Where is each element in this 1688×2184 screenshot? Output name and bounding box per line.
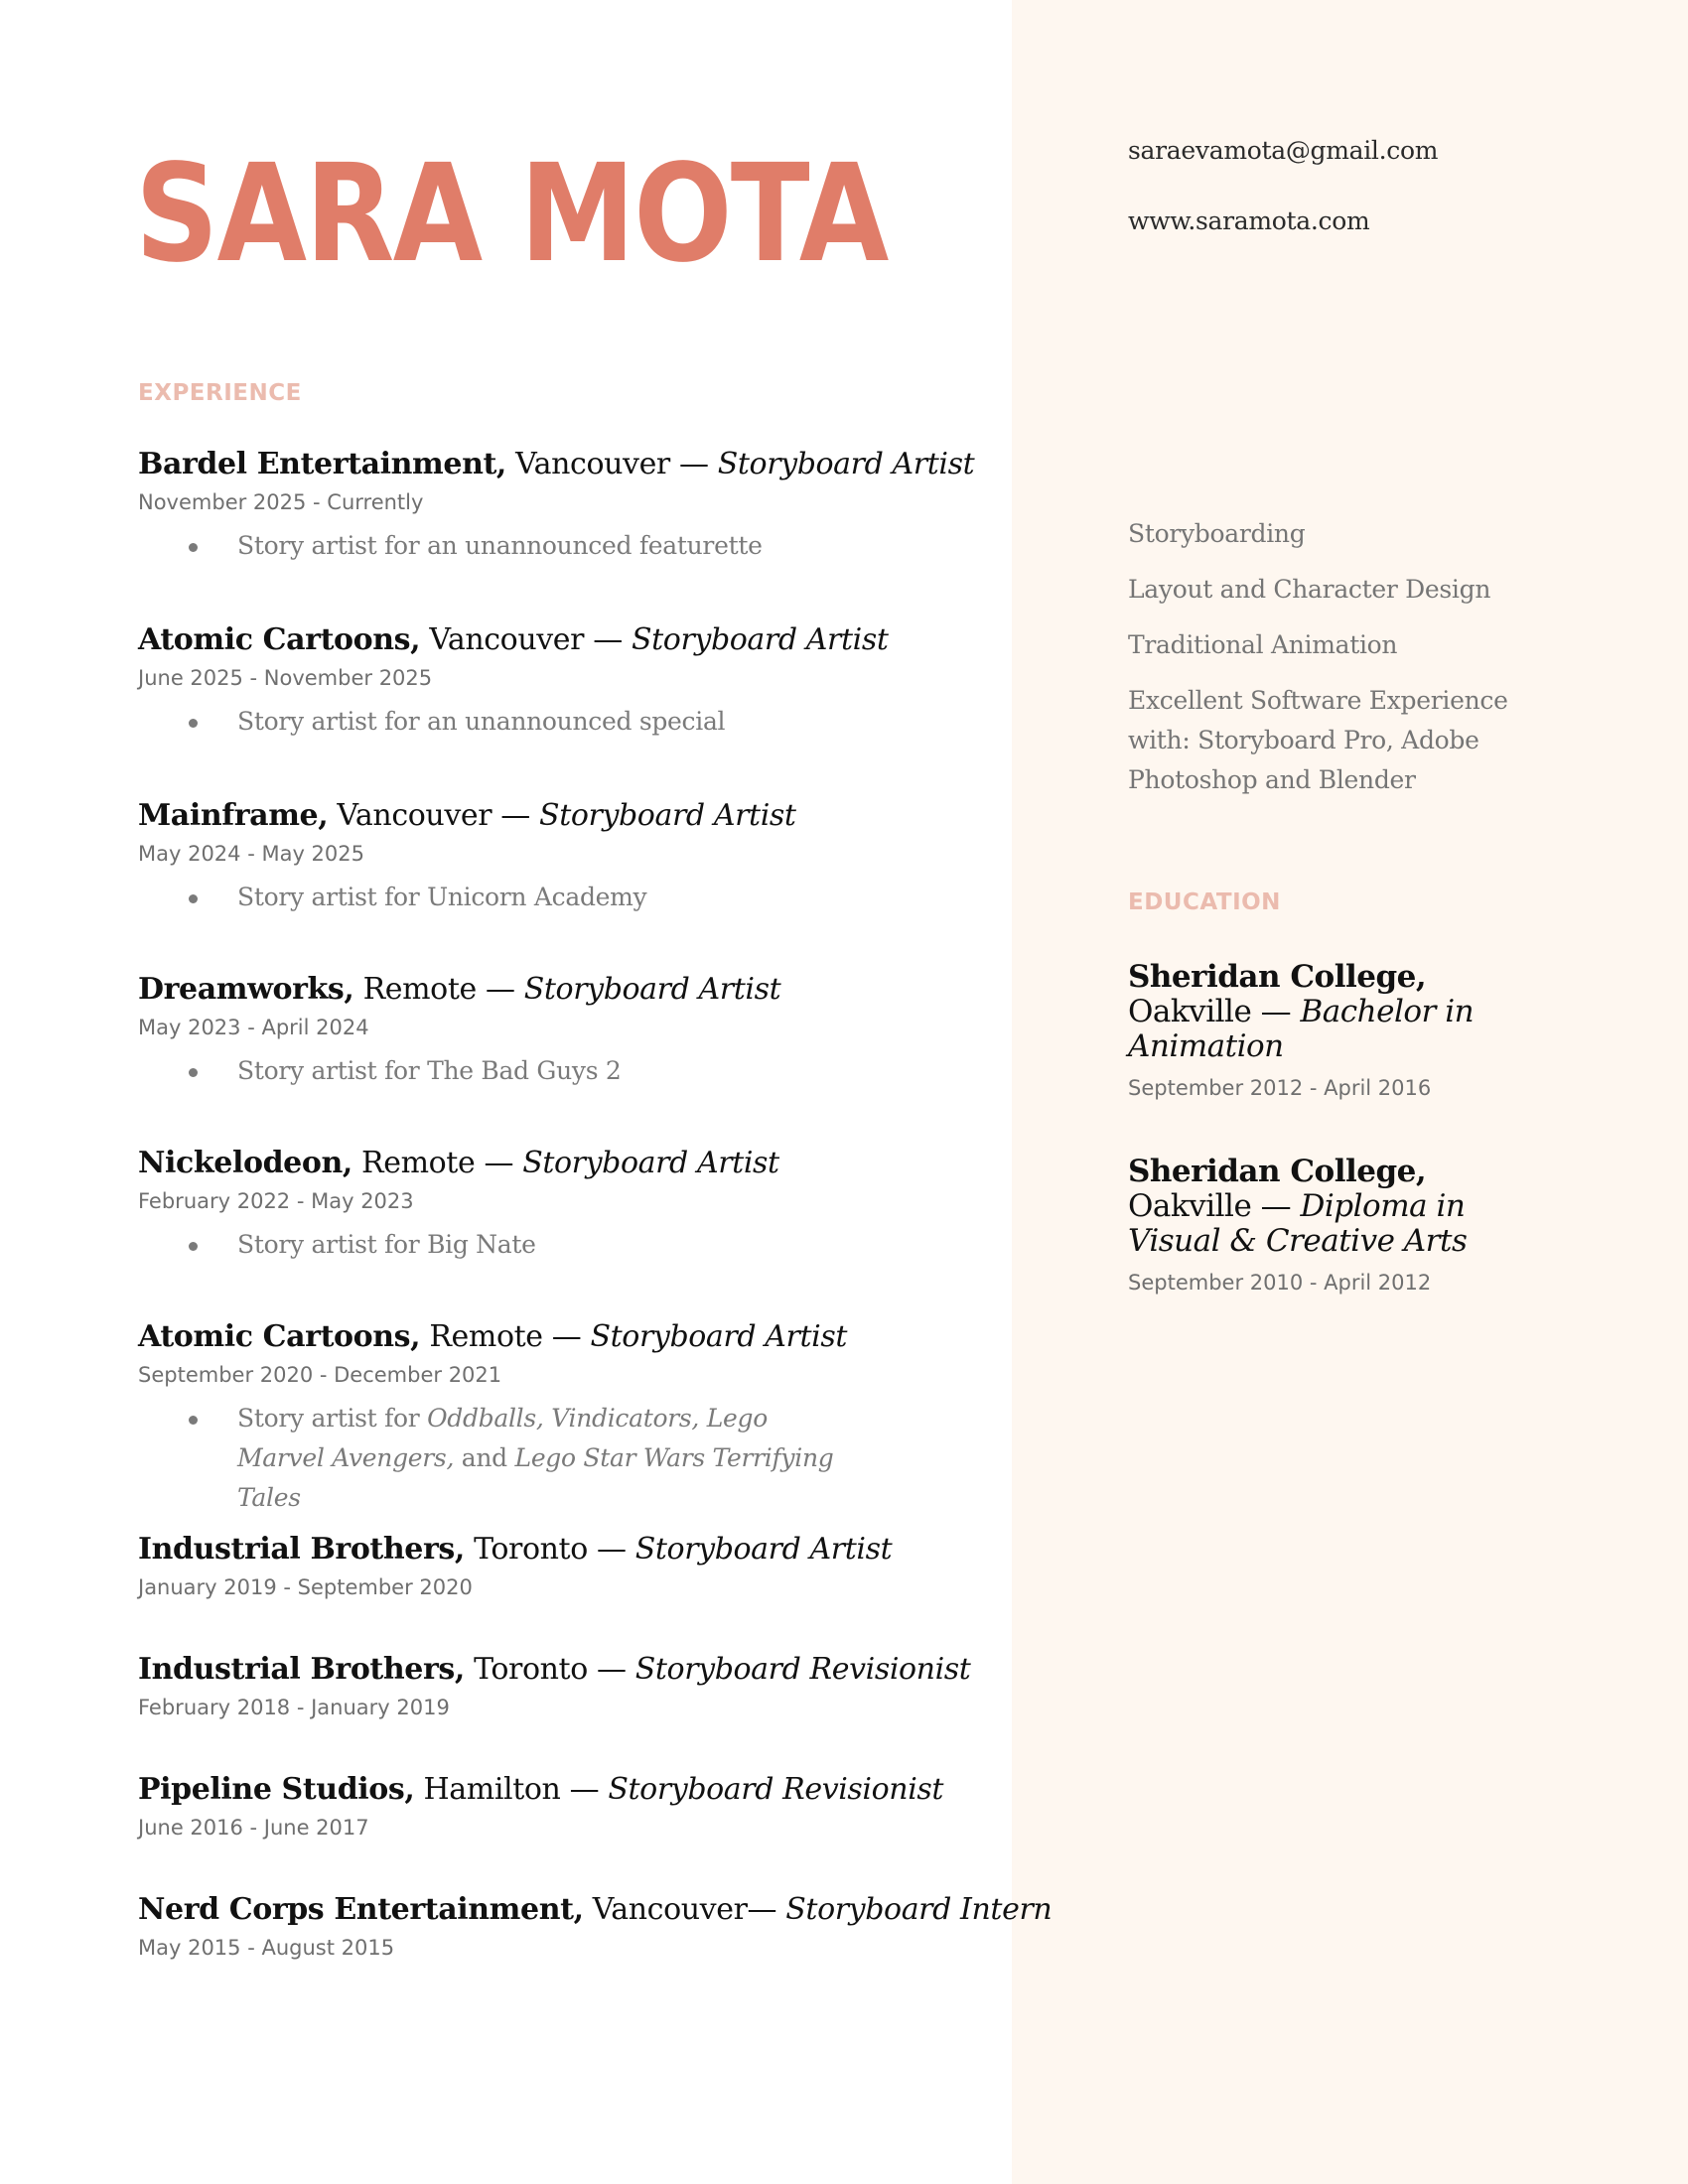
bullet-dot [189, 1242, 198, 1251]
job-entry [138, 796, 1002, 917]
bullet-dot [189, 719, 198, 728]
job-dates: June 2025 - November 2025 [138, 666, 433, 690]
edu-title-line [1128, 960, 1525, 1064]
experience-heading: EXPERIENCE [138, 380, 302, 406]
job-separator: — [475, 1146, 523, 1180]
education-entry [1128, 1155, 1525, 1295]
bullet-text-and: and [454, 1443, 515, 1472]
job-dates: May 2015 - August 2015 [138, 1936, 395, 1960]
job-bullet-text: Story artist for Unicorn Academy [237, 883, 647, 911]
job-title-line [138, 1890, 1053, 1930]
job-location: Toronto [474, 1652, 588, 1687]
job-dates: February 2022 - May 2023 [138, 1189, 414, 1213]
job-location: Vancouver [592, 1892, 748, 1927]
job-company: Nickelodeon, [138, 1146, 352, 1180]
job-separator: — [587, 1532, 635, 1567]
edu-school: Sheridan College, [1128, 959, 1427, 995]
job-separator: — [492, 798, 540, 833]
job-title-line [138, 1650, 1002, 1690]
job-separator: — [747, 1892, 786, 1927]
job-title-line [138, 1770, 1002, 1810]
job-bullet-text: Story artist for Big Nate [237, 1230, 536, 1259]
job-role: Storyboard Artist [522, 1146, 779, 1180]
job-separator: — [476, 972, 524, 1007]
job-dates: May 2023 - April 2024 [138, 1016, 369, 1039]
edu-location: Oakville [1128, 994, 1252, 1029]
job-company: Industrial Brothers, [138, 1532, 465, 1567]
contact-email[interactable]: saraevamota@gmail.com [1128, 136, 1439, 165]
job-role: Storyboard Artist [717, 447, 975, 481]
bullet-dot [189, 543, 198, 552]
job-entry [138, 445, 1002, 566]
job-company: Dreamworks, [138, 972, 354, 1007]
job-location: Vancouver [429, 622, 585, 657]
job-company: Pipeline Studios, [138, 1772, 415, 1807]
edu-dates: September 2012 - April 2016 [1128, 1076, 1432, 1100]
job-bullet [138, 878, 1002, 917]
job-company: Industrial Brothers, [138, 1652, 465, 1687]
job-bullet [138, 702, 1002, 742]
job-bullet [138, 526, 1002, 566]
job-entry [138, 1144, 1002, 1265]
job-entry [138, 970, 1002, 1091]
job-title-line [138, 620, 1002, 660]
job-bullet-text: Story artist for an unannounced special [237, 707, 726, 736]
job-role: Storyboard Artist [539, 798, 796, 833]
edu-title-line [1128, 1155, 1525, 1259]
skill-item: Excellent Software Experience with: Storyboard Pro, Adobe Photoshop and Blender [1128, 686, 1508, 794]
job-location: Toronto [474, 1532, 588, 1567]
job-company: Atomic Cartoons, [138, 622, 421, 657]
job-title-line [138, 445, 1002, 484]
job-title-line [138, 970, 1002, 1010]
job-role: Storyboard Artist [523, 972, 781, 1007]
job-title-line [138, 796, 1002, 836]
edu-separator: — [1251, 994, 1301, 1029]
job-location: Remote [429, 1319, 543, 1354]
job-bullet-text: Story artist for an unannounced featurette [237, 531, 763, 560]
edu-degree: Diploma in Visual & Creative Arts [1128, 1188, 1468, 1259]
edu-degree: Bachelor in Animation [1128, 994, 1475, 1064]
job-dates: November 2025 - Currently [138, 490, 424, 514]
job-separator: — [542, 1319, 591, 1354]
job-company: Atomic Cartoons, [138, 1319, 421, 1354]
job-dates: February 2018 - January 2019 [138, 1696, 450, 1719]
bullet-dot [189, 894, 198, 903]
job-role: Storyboard Revisionist [634, 1652, 971, 1687]
job-company: Nerd Corps Entertainment, [138, 1892, 584, 1927]
job-role: Storyboard Intern [785, 1892, 1053, 1927]
bullet-dot [189, 1416, 198, 1425]
edu-separator: — [1251, 1188, 1301, 1224]
edu-school: Sheridan College, [1128, 1154, 1427, 1189]
job-bullet [138, 1399, 853, 1518]
skill-item: Traditional Animation [1128, 630, 1398, 659]
job-entry [138, 1650, 1002, 1721]
job-company: Mainframe, [138, 798, 329, 833]
job-entry [138, 1317, 1002, 1518]
job-entry [138, 620, 1002, 742]
contact-website[interactable]: www.saramota.com [1128, 206, 1370, 235]
job-location: Vancouver [515, 447, 670, 481]
job-dates: June 2016 - June 2017 [138, 1816, 369, 1840]
candidate-name: SARA MOTA [135, 136, 888, 293]
bullet-dot [189, 1068, 198, 1077]
job-role: Storyboard Artist [631, 622, 889, 657]
job-entry [138, 1530, 1002, 1601]
job-separator: — [587, 1652, 635, 1687]
job-entry [138, 1770, 1002, 1842]
job-dates: January 2019 - September 2020 [138, 1575, 473, 1599]
job-title-line [138, 1530, 1002, 1570]
job-dates: September 2020 - December 2021 [138, 1363, 502, 1387]
job-bullet-text: Story artist for The Bad Guys 2 [237, 1056, 622, 1085]
job-company: Bardel Entertainment, [138, 447, 506, 481]
job-role: Storyboard Artist [590, 1319, 847, 1354]
bullet-show-titles: Oddballs, Vindicators, Lego Marvel Avengers, [237, 1404, 768, 1472]
job-bullet [138, 1225, 1002, 1265]
job-location: Vancouver [337, 798, 492, 833]
edu-dates: September 2010 - April 2012 [1128, 1271, 1432, 1295]
skills-list [1128, 514, 1545, 816]
job-role: Storyboard Revisionist [608, 1772, 944, 1807]
skill-item: Layout and Character Design [1128, 575, 1491, 604]
education-entry [1128, 960, 1525, 1100]
education-heading: EDUCATION [1128, 889, 1281, 915]
job-separator: — [669, 447, 718, 481]
bullet-text-prefix: Story artist for [237, 1404, 428, 1433]
job-role: Storyboard Artist [634, 1532, 893, 1567]
job-title-line [138, 1317, 1002, 1357]
job-location: Remote [362, 972, 477, 1007]
edu-location: Oakville [1128, 1188, 1252, 1224]
job-separator: — [584, 622, 632, 657]
job-title-line [138, 1144, 1002, 1183]
skill-item: Storyboarding [1128, 519, 1306, 548]
job-dates: May 2024 - May 2025 [138, 842, 364, 866]
job-location: Remote [361, 1146, 476, 1180]
job-location: Hamilton [423, 1772, 561, 1807]
job-entry [138, 1890, 1053, 1962]
job-separator: — [560, 1772, 609, 1807]
bullet-show-title-last: Lego Star Wars Terrifying Tales [237, 1443, 834, 1512]
job-bullet [138, 1051, 1002, 1091]
